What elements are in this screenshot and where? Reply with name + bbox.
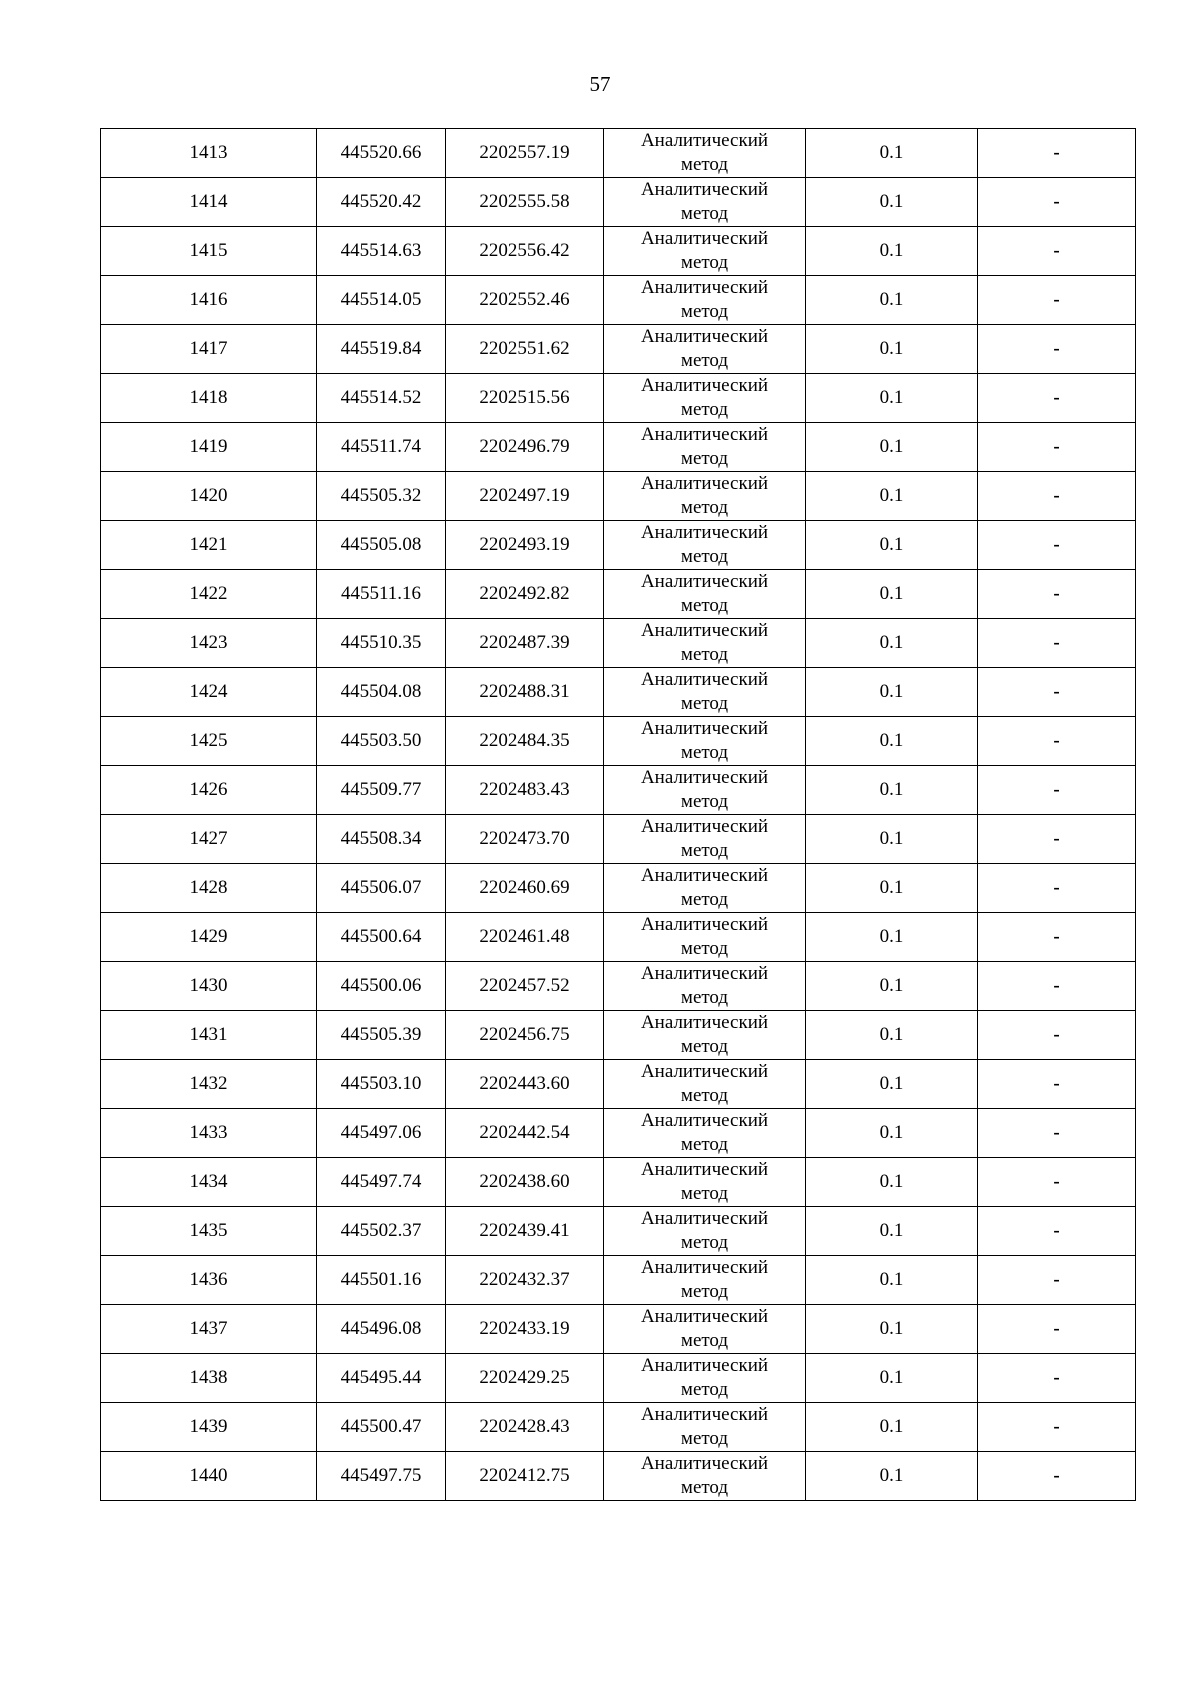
- table-row: [101, 815, 1136, 864]
- y-coordinate-cell: 2202557.19: [446, 129, 604, 178]
- x-coordinate-cell: 445520.66: [317, 129, 446, 178]
- method-line-1: Аналитический: [640, 1061, 769, 1082]
- table-row: [101, 423, 1136, 472]
- accuracy-cell: 0.1: [806, 619, 978, 668]
- method-line-1: Аналитический: [640, 1208, 769, 1229]
- accuracy-cell: 0.1: [806, 1109, 978, 1158]
- coordinates-table: [100, 128, 1136, 1501]
- x-coordinate-cell: 445497.75: [317, 1452, 446, 1501]
- accuracy-cell: 0.1: [806, 374, 978, 423]
- table-row: [101, 1354, 1136, 1403]
- method-line-2: метод: [680, 1183, 729, 1204]
- method-line-2: метод: [680, 693, 729, 714]
- point-number-cell: 1427: [101, 815, 317, 864]
- note-cell: -: [978, 1354, 1136, 1403]
- y-coordinate-cell: 2202412.75: [446, 1452, 604, 1501]
- note-cell: -: [978, 1060, 1136, 1109]
- point-number-cell: 1431: [101, 1011, 317, 1060]
- method-line-1: Аналитический: [640, 767, 769, 788]
- note-cell: -: [978, 129, 1136, 178]
- x-coordinate-cell: 445500.64: [317, 913, 446, 962]
- y-coordinate-cell: 2202515.56: [446, 374, 604, 423]
- x-coordinate-cell: 445497.06: [317, 1109, 446, 1158]
- table-row: [101, 276, 1136, 325]
- note-cell: -: [978, 1109, 1136, 1158]
- table-row: [101, 1109, 1136, 1158]
- point-number-cell: 1436: [101, 1256, 317, 1305]
- y-coordinate-cell: 2202555.58: [446, 178, 604, 227]
- x-coordinate-cell: 445508.34: [317, 815, 446, 864]
- x-coordinate-cell: 445497.74: [317, 1158, 446, 1207]
- table-row: [101, 1060, 1136, 1109]
- method-cell: [604, 1354, 806, 1403]
- accuracy-cell: 0.1: [806, 570, 978, 619]
- method-line-1: Аналитический: [640, 179, 769, 200]
- note-cell: -: [978, 472, 1136, 521]
- point-number-cell: 1422: [101, 570, 317, 619]
- x-coordinate-cell: 445505.08: [317, 521, 446, 570]
- y-coordinate-cell: 2202552.46: [446, 276, 604, 325]
- point-number-cell: 1432: [101, 1060, 317, 1109]
- note-cell: -: [978, 1256, 1136, 1305]
- method-line-1: Аналитический: [640, 1110, 769, 1131]
- note-cell: -: [978, 1158, 1136, 1207]
- y-coordinate-cell: 2202551.62: [446, 325, 604, 374]
- method-line-1: Аналитический: [640, 963, 769, 984]
- method-cell: [604, 1452, 806, 1501]
- x-coordinate-cell: 445504.08: [317, 668, 446, 717]
- y-coordinate-cell: 2202461.48: [446, 913, 604, 962]
- method-line-1: Аналитический: [640, 571, 769, 592]
- note-cell: -: [978, 962, 1136, 1011]
- point-number-cell: 1425: [101, 717, 317, 766]
- method-line-2: метод: [680, 987, 729, 1008]
- method-line-2: метод: [680, 350, 729, 371]
- method-cell: [604, 227, 806, 276]
- point-number-cell: 1419: [101, 423, 317, 472]
- method-line-2: метод: [680, 1036, 729, 1057]
- point-number-cell: 1428: [101, 864, 317, 913]
- method-cell: [604, 717, 806, 766]
- method-line-1: Аналитический: [640, 1012, 769, 1033]
- method-line-1: Аналитический: [640, 865, 769, 886]
- accuracy-cell: 0.1: [806, 276, 978, 325]
- x-coordinate-cell: 445503.50: [317, 717, 446, 766]
- y-coordinate-cell: 2202483.43: [446, 766, 604, 815]
- table-row: [101, 178, 1136, 227]
- method-cell: [604, 1158, 806, 1207]
- point-number-cell: 1433: [101, 1109, 317, 1158]
- y-coordinate-cell: 2202457.52: [446, 962, 604, 1011]
- method-cell: [604, 521, 806, 570]
- note-cell: -: [978, 1305, 1136, 1354]
- accuracy-cell: 0.1: [806, 325, 978, 374]
- method-line-2: метод: [680, 1379, 729, 1400]
- table-row: [101, 129, 1136, 178]
- x-coordinate-cell: 445503.10: [317, 1060, 446, 1109]
- point-number-cell: 1420: [101, 472, 317, 521]
- note-cell: -: [978, 619, 1136, 668]
- x-coordinate-cell: 445495.44: [317, 1354, 446, 1403]
- method-line-2: метод: [680, 791, 729, 812]
- y-coordinate-cell: 2202429.25: [446, 1354, 604, 1403]
- table-row: [101, 227, 1136, 276]
- note-cell: -: [978, 1011, 1136, 1060]
- method-line-1: Аналитический: [640, 1453, 769, 1474]
- table-row: [101, 864, 1136, 913]
- method-line-1: Аналитический: [640, 1159, 769, 1180]
- method-line-1: Аналитический: [640, 669, 769, 690]
- method-cell: [604, 423, 806, 472]
- method-line-1: Аналитический: [640, 228, 769, 249]
- x-coordinate-cell: 445514.05: [317, 276, 446, 325]
- note-cell: -: [978, 815, 1136, 864]
- y-coordinate-cell: 2202493.19: [446, 521, 604, 570]
- y-coordinate-cell: 2202460.69: [446, 864, 604, 913]
- accuracy-cell: 0.1: [806, 1060, 978, 1109]
- table-row: [101, 717, 1136, 766]
- accuracy-cell: 0.1: [806, 227, 978, 276]
- method-cell: [604, 178, 806, 227]
- accuracy-cell: 0.1: [806, 1452, 978, 1501]
- method-line-1: Аналитический: [640, 375, 769, 396]
- note-cell: -: [978, 276, 1136, 325]
- method-line-2: метод: [680, 644, 729, 665]
- point-number-cell: 1430: [101, 962, 317, 1011]
- x-coordinate-cell: 445514.52: [317, 374, 446, 423]
- x-coordinate-cell: 445519.84: [317, 325, 446, 374]
- accuracy-cell: 0.1: [806, 178, 978, 227]
- note-cell: -: [978, 864, 1136, 913]
- y-coordinate-cell: 2202556.42: [446, 227, 604, 276]
- method-cell: [604, 766, 806, 815]
- y-coordinate-cell: 2202487.39: [446, 619, 604, 668]
- method-line-1: Аналитический: [640, 816, 769, 837]
- note-cell: -: [978, 1403, 1136, 1452]
- y-coordinate-cell: 2202488.31: [446, 668, 604, 717]
- method-line-2: метод: [680, 203, 729, 224]
- x-coordinate-cell: 445500.06: [317, 962, 446, 1011]
- method-line-2: метод: [680, 889, 729, 910]
- x-coordinate-cell: 445520.42: [317, 178, 446, 227]
- table-row: [101, 521, 1136, 570]
- y-coordinate-cell: 2202496.79: [446, 423, 604, 472]
- method-cell: [604, 1011, 806, 1060]
- y-coordinate-cell: 2202456.75: [446, 1011, 604, 1060]
- y-coordinate-cell: 2202492.82: [446, 570, 604, 619]
- note-cell: -: [978, 1207, 1136, 1256]
- y-coordinate-cell: 2202439.41: [446, 1207, 604, 1256]
- point-number-cell: 1426: [101, 766, 317, 815]
- point-number-cell: 1417: [101, 325, 317, 374]
- accuracy-cell: 0.1: [806, 1256, 978, 1305]
- table-row: [101, 1158, 1136, 1207]
- x-coordinate-cell: 445501.16: [317, 1256, 446, 1305]
- accuracy-cell: 0.1: [806, 1403, 978, 1452]
- method-line-2: метод: [680, 1330, 729, 1351]
- point-number-cell: 1439: [101, 1403, 317, 1452]
- y-coordinate-cell: 2202484.35: [446, 717, 604, 766]
- note-cell: -: [978, 374, 1136, 423]
- y-coordinate-cell: 2202443.60: [446, 1060, 604, 1109]
- method-line-1: Аналитический: [640, 718, 769, 739]
- method-line-2: метод: [680, 1428, 729, 1449]
- note-cell: -: [978, 227, 1136, 276]
- method-cell: [604, 668, 806, 717]
- method-cell: [604, 570, 806, 619]
- table-row: [101, 472, 1136, 521]
- note-cell: -: [978, 766, 1136, 815]
- x-coordinate-cell: 445506.07: [317, 864, 446, 913]
- method-line-2: метод: [680, 938, 729, 959]
- method-cell: [604, 374, 806, 423]
- method-line-1: Аналитический: [640, 522, 769, 543]
- method-line-2: метод: [680, 154, 729, 175]
- method-cell: [604, 619, 806, 668]
- table-body: [101, 129, 1136, 1501]
- accuracy-cell: 0.1: [806, 717, 978, 766]
- point-number-cell: 1424: [101, 668, 317, 717]
- accuracy-cell: 0.1: [806, 1207, 978, 1256]
- table-row: [101, 668, 1136, 717]
- method-line-1: Аналитический: [640, 424, 769, 445]
- point-number-cell: 1421: [101, 521, 317, 570]
- method-cell: [604, 129, 806, 178]
- accuracy-cell: 0.1: [806, 129, 978, 178]
- table-row: [101, 962, 1136, 1011]
- x-coordinate-cell: 445500.47: [317, 1403, 446, 1452]
- point-number-cell: 1429: [101, 913, 317, 962]
- method-line-1: Аналитический: [640, 1257, 769, 1278]
- method-cell: [604, 1060, 806, 1109]
- method-line-2: метод: [680, 595, 729, 616]
- point-number-cell: 1415: [101, 227, 317, 276]
- x-coordinate-cell: 445496.08: [317, 1305, 446, 1354]
- accuracy-cell: 0.1: [806, 766, 978, 815]
- table-row: [101, 766, 1136, 815]
- x-coordinate-cell: 445505.39: [317, 1011, 446, 1060]
- accuracy-cell: 0.1: [806, 521, 978, 570]
- method-line-2: метод: [680, 1134, 729, 1155]
- note-cell: -: [978, 325, 1136, 374]
- method-line-1: Аналитический: [640, 1355, 769, 1376]
- note-cell: -: [978, 521, 1136, 570]
- x-coordinate-cell: 445502.37: [317, 1207, 446, 1256]
- method-line-2: метод: [680, 1085, 729, 1106]
- method-cell: [604, 913, 806, 962]
- point-number-cell: 1423: [101, 619, 317, 668]
- accuracy-cell: 0.1: [806, 962, 978, 1011]
- method-cell: [604, 864, 806, 913]
- table-row: [101, 570, 1136, 619]
- method-line-2: метод: [680, 301, 729, 322]
- method-cell: [604, 276, 806, 325]
- method-cell: [604, 472, 806, 521]
- accuracy-cell: 0.1: [806, 1011, 978, 1060]
- note-cell: -: [978, 668, 1136, 717]
- x-coordinate-cell: 445510.35: [317, 619, 446, 668]
- accuracy-cell: 0.1: [806, 472, 978, 521]
- method-cell: [604, 325, 806, 374]
- method-line-1: Аналитический: [640, 1306, 769, 1327]
- point-number-cell: 1435: [101, 1207, 317, 1256]
- note-cell: -: [978, 717, 1136, 766]
- method-line-1: Аналитический: [640, 1404, 769, 1425]
- table-row: [101, 913, 1136, 962]
- accuracy-cell: 0.1: [806, 815, 978, 864]
- method-line-2: метод: [680, 840, 729, 861]
- table-row: [101, 1011, 1136, 1060]
- note-cell: -: [978, 178, 1136, 227]
- method-cell: [604, 1207, 806, 1256]
- y-coordinate-cell: 2202473.70: [446, 815, 604, 864]
- method-line-2: метод: [680, 252, 729, 273]
- point-number-cell: 1418: [101, 374, 317, 423]
- note-cell: -: [978, 570, 1136, 619]
- table-row: [101, 1452, 1136, 1501]
- accuracy-cell: 0.1: [806, 423, 978, 472]
- y-coordinate-cell: 2202433.19: [446, 1305, 604, 1354]
- method-cell: [604, 1109, 806, 1158]
- point-number-cell: 1440: [101, 1452, 317, 1501]
- table-row: [101, 1256, 1136, 1305]
- method-line-2: метод: [680, 1281, 729, 1302]
- point-number-cell: 1413: [101, 129, 317, 178]
- table-row: [101, 374, 1136, 423]
- note-cell: -: [978, 423, 1136, 472]
- point-number-cell: 1437: [101, 1305, 317, 1354]
- accuracy-cell: 0.1: [806, 1158, 978, 1207]
- method-cell: [604, 1305, 806, 1354]
- point-number-cell: 1434: [101, 1158, 317, 1207]
- y-coordinate-cell: 2202497.19: [446, 472, 604, 521]
- method-cell: [604, 962, 806, 1011]
- note-cell: -: [978, 913, 1136, 962]
- y-coordinate-cell: 2202428.43: [446, 1403, 604, 1452]
- note-cell: -: [978, 1452, 1136, 1501]
- method-line-2: метод: [680, 448, 729, 469]
- x-coordinate-cell: 445514.63: [317, 227, 446, 276]
- accuracy-cell: 0.1: [806, 668, 978, 717]
- accuracy-cell: 0.1: [806, 913, 978, 962]
- page-number: 57: [589, 72, 611, 96]
- x-coordinate-cell: 445511.74: [317, 423, 446, 472]
- accuracy-cell: 0.1: [806, 1354, 978, 1403]
- method-line-2: метод: [680, 497, 729, 518]
- method-line-1: Аналитический: [640, 914, 769, 935]
- method-line-2: метод: [680, 1232, 729, 1253]
- y-coordinate-cell: 2202432.37: [446, 1256, 604, 1305]
- point-number-cell: 1438: [101, 1354, 317, 1403]
- point-number-cell: 1414: [101, 178, 317, 227]
- method-cell: [604, 815, 806, 864]
- method-line-2: метод: [680, 399, 729, 420]
- accuracy-cell: 0.1: [806, 1305, 978, 1354]
- method-cell: [604, 1256, 806, 1305]
- y-coordinate-cell: 2202442.54: [446, 1109, 604, 1158]
- x-coordinate-cell: 445511.16: [317, 570, 446, 619]
- table-row: [101, 325, 1136, 374]
- method-line-1: Аналитический: [640, 326, 769, 347]
- point-number-cell: 1416: [101, 276, 317, 325]
- method-cell: [604, 1403, 806, 1452]
- method-line-2: метод: [680, 1477, 729, 1498]
- accuracy-cell: 0.1: [806, 864, 978, 913]
- table-row: [101, 1305, 1136, 1354]
- x-coordinate-cell: 445509.77: [317, 766, 446, 815]
- method-line-1: Аналитический: [640, 130, 769, 151]
- table-row: [101, 1403, 1136, 1452]
- table-row: [101, 619, 1136, 668]
- method-line-1: Аналитический: [640, 473, 769, 494]
- method-line-2: метод: [680, 742, 729, 763]
- y-coordinate-cell: 2202438.60: [446, 1158, 604, 1207]
- method-line-2: метод: [680, 546, 729, 567]
- method-line-1: Аналитический: [640, 620, 769, 641]
- method-line-1: Аналитический: [640, 277, 769, 298]
- table-row: [101, 1207, 1136, 1256]
- x-coordinate-cell: 445505.32: [317, 472, 446, 521]
